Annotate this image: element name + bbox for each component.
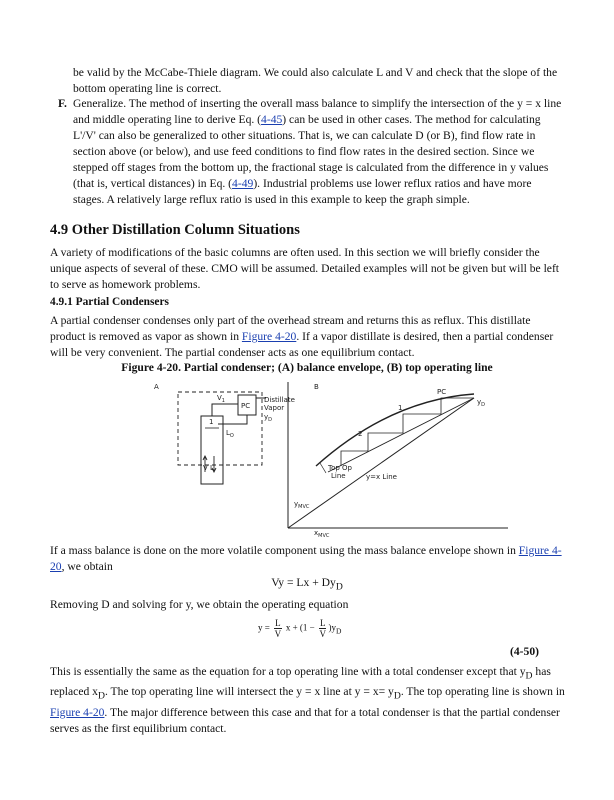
section-intro-paragraph: A variety of modifications of the basic columns are often used. In this section we will briefly consider the unique aspects of several of these. CMO will be assumed. Detailed examples will not be given but will be left to serve as homework problems.: [50, 246, 560, 291]
mass-balance-paragraph: If a mass balance is done on the more volatile component using the mass balance envelope shown in Figure 4-20, we obtain: [50, 544, 562, 573]
v1-label: $V_1$: [217, 394, 225, 404]
fraction: $\frac{L}{V}$: [319, 618, 326, 639]
x-axis-label: $x_{MVC}$: [314, 529, 330, 539]
yx-line-label: y=x Line: [366, 473, 397, 481]
figure-link[interactable]: Figure 4-20: [50, 544, 562, 573]
equation-link-4-49[interactable]: 4-49: [232, 177, 254, 190]
list-item-label: F.: [58, 97, 67, 110]
operating-equation: y = $\frac{L}{V}$ x + (1 − $\frac{L}{V}$ )$y_D$: [258, 618, 342, 639]
subsection-heading: 4.9.1 Partial Condensers: [50, 296, 169, 308]
pc-box-label: PC: [241, 402, 251, 410]
equilibrium-curve: [316, 394, 474, 466]
conclusion-paragraph: This is essentially the same as the equation for a top operating line with a total condenser except that $y_D$ has replaced $x_D$. The top operating line will intersect the y = x line at $y = x= y_D$. The top operating line is shown in Figure 4-20. The major difference between this case and that for a total condenser is that the partial condenser serves as the first equilibrium contact.: [50, 665, 565, 735]
removing-d-paragraph: Removing D and solving for y, we obtain the operating equation: [50, 598, 349, 611]
pc-stage-label: PC: [437, 388, 447, 396]
partial-condenser-paragraph: A partial condenser condenses only part of the overhead stream and returns this as reflux. This distillate product is removed as vapor as shown in Figure 4-20. If a vapor distillate is desired, then a partial condenser will be very convenient. The partial condenser acts as one equilibrium contact.: [50, 314, 554, 359]
diagonal-line: [288, 398, 474, 528]
yd-point-label: $y_D$: [477, 398, 486, 408]
panel-b-label: B: [314, 383, 319, 391]
panel-a-label: A: [154, 383, 159, 391]
list-item-text: Generalize. The method of inserting the overall mass balance to simplify the intersection of the y = x line and middle operating line to derive Eq. (4-45) can be used in other cases. The method for calculating L'/V' can also be generalized to other situations. That is, we can calculate D (or B), find flow rate in section above (or below), and use feed conditions to find flow rates in the desired section. Since we stepped off stages from the bottom up, the fractional stage is calculated from the difference in y values (that is, vertical distances) in Eq. (4-49). Industrial problems use lower reflux ratios and have more stages. A relatively large reflux ratio is used in this example to keep the graph simple.: [73, 97, 562, 206]
column-stage-label: 1: [209, 418, 214, 426]
figure-link[interactable]: Figure 4-20: [50, 705, 105, 719]
equation-link-4-45[interactable]: 4-45: [261, 113, 283, 126]
figure-link[interactable]: Figure 4-20: [241, 330, 297, 343]
top-op-label: Top Op: [328, 464, 352, 472]
lo-label: $L_O$: [226, 429, 234, 439]
vapor-label: Vapor: [264, 404, 285, 412]
list-item-f: [58, 96, 563, 208]
stage-1-label: 1: [398, 404, 403, 412]
mass-balance-equation: $Vy = Lx + Dy_D$: [271, 576, 343, 593]
line-label: Line: [331, 472, 346, 480]
stage-2-label: 2: [358, 430, 363, 438]
figure-4-20: [148, 380, 528, 543]
section-heading: 4.9 Other Distillation Column Situations: [50, 222, 300, 238]
y-axis-label: $y_{MVC}$: [294, 500, 310, 510]
yd-label: $y_D$: [264, 413, 273, 423]
fraction: $\frac{L}{V}$: [274, 618, 282, 639]
vapor-line: [212, 404, 238, 416]
vl-label: V L: [203, 464, 214, 472]
distillate-label: Distillate: [264, 396, 295, 404]
intro-paragraph: be valid by the McCabe-Thiele diagram. We could also calculate L and V and check that the slope of the bottom operating line is correct.: [73, 66, 558, 95]
column-top: [201, 416, 223, 484]
equation-number: (4-50): [510, 645, 539, 658]
figure-caption: Figure 4-20. Partial condenser; (A) balance envelope, (B) top operating line: [121, 361, 493, 374]
